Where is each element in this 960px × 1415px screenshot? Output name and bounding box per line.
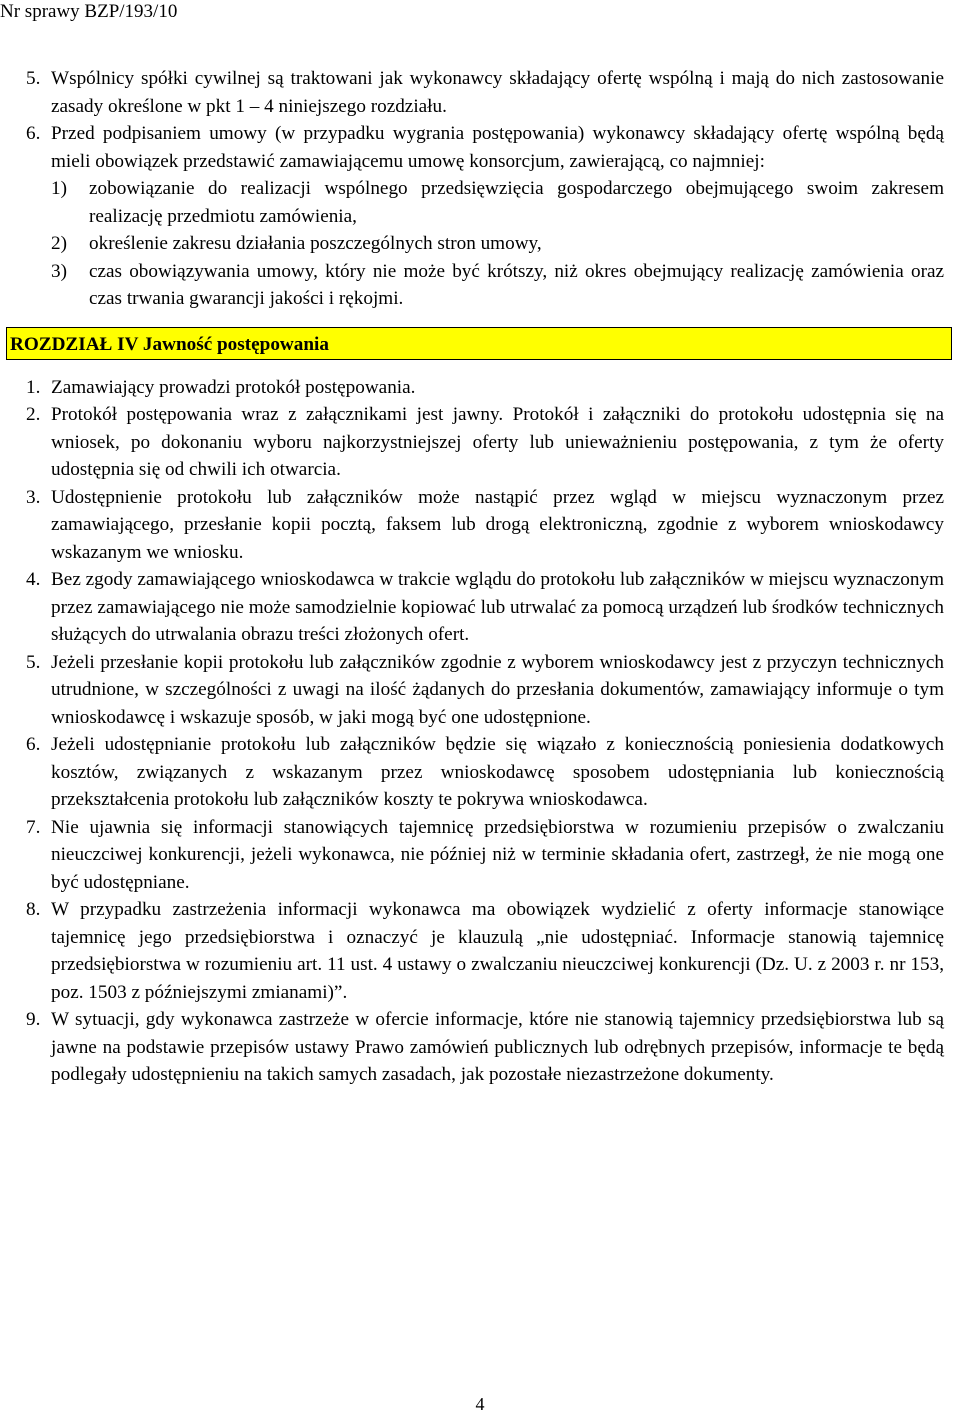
page-number: 4 [475, 1394, 485, 1414]
list-item [26, 1006, 944, 1089]
sub-item-number: 1) [51, 178, 67, 199]
item-number: 3. [26, 486, 41, 508]
item-number: 5. [26, 651, 41, 673]
item-text: W przypadku zastrzeżenia informacji wykonawca ma obowiązek wydzielić z oferty informacje stanowiące tajemnicę jego przedsiębiorstwa i oznaczyć je klauzulą „nie udostępniać. Informacje stanowią tajemnicę przedsiębiorstwa w rozumieniu art. 11 ust. 4 ustawy o zwalczaniu nieuczciwej konkurencji (Dz. U. z 2003 r. nr 153, poz. 1503 z późniejszymi zmianami)”. [51, 899, 944, 1003]
sub-list-item [51, 230, 944, 258]
item-number: 6. [26, 123, 41, 144]
list-item [26, 731, 944, 814]
list-item [26, 814, 944, 897]
item-number: 5. [26, 68, 41, 89]
sub-item-number: 3) [51, 260, 67, 282]
sub-item-text: zobowiązanie do realizacji wspólnego przedsięwzięcia gospodarczego obejmującego swoim zakresem realizację przedmiotu zamówienia, [89, 178, 944, 227]
page-body [10, 65, 944, 1089]
item-text [51, 120, 944, 313]
item-text: Zamawiający prowadzi protokół postępowania. [51, 376, 416, 398]
sub-item-text: czas obowiązywania umowy, który nie może być krótszy, niż okres obejmujący realizację zamówienia oraz czas trwania gwarancji jakości i rękojmi. [89, 260, 944, 309]
item-text: Protokół postępowania wraz z załącznikami jest jawny. Protokół i załączniki do protokołu udostępnia się na wniosek, po dokonaniu wyboru najkorzystniejszej oferty lub unieważnieniu postępowania, z tym że oferty udostępnia się od chwili ich otwarcia. [51, 404, 944, 480]
item-number: 8. [26, 899, 41, 920]
list-item [26, 484, 944, 567]
item-text: Jeżeli udostępnianie protokołu lub załączników będzie się wiązało z koniecznością poniesienia dodatkowych kosztów, związanych z wskazanym przez wnioskodawcę sposobem udostępniania lub koniecznością przekształcenia protokołu lub załączników koszty te pokrywa wnioskodawca. [51, 734, 944, 810]
document-header: Nr sprawy BZP/193/10 [0, 1, 178, 22]
list-item [26, 120, 944, 313]
list-item [26, 65, 944, 120]
item-number: 1. [26, 376, 41, 398]
item-text: Bez zgody zamawiającego wnioskodawca w trakcie wglądu do protokołu lub załączników w miejscu wyznaczonym przez zamawiającego nie może samodzielnie kopiować lub utrwalać za pomocą urządzeń lub środków technicznych służących do utrwalania obrazu treści złożonych ofert. [51, 569, 944, 645]
item-text: Wspólnicy spółki cywilnej są traktowani jak wykonawcy składający ofertę wspólną i mają do nich zastosowanie zasady określone w pkt 1 – 4 niniejszego rozdziału. [51, 68, 944, 117]
item-text: Nie ujawnia się informacji stanowiących tajemnicę przedsiębiorstwa w rozumieniu przepisów o zwalczaniu nieuczciwej konkurencji, jeżeli wykonawca, nie później niż w terminie składania ofert, zastrzegł, że nie mogą one być udostępniane. [51, 816, 944, 893]
list-item [26, 401, 944, 484]
item-text: W sytuacji, gdy wykonawca zastrzeże w ofercie informacje, które nie stanowią tajemnicy przedsiębiorstwa lub są jawne na podstawie przepisów ustawy Prawo zamówień publicznych lub odrębnych przepisów, informacje te będą podlegały udostępnieniu na takich samych zasadach, jak pozostałe niezastrzeżone dokumenty. [51, 1009, 944, 1085]
item-text: Udostępnienie protokołu lub załączników może nastąpić przez wgląd w miejscu wyznaczonym przez zamawiającego, przesłanie kopii pocztą, faksem lub drogą elektroniczną, zgodnie z wyborem wnioskodawcy wskazanym we wniosku. [51, 486, 944, 563]
item-number: 7. [26, 816, 41, 838]
item-number: 9. [26, 1009, 41, 1030]
item-number: 2. [26, 404, 41, 425]
item-text-intro: Przed podpisaniem umowy (w przypadku wygrania postępowania) wykonawcy składający ofertę wspólną będą mieli obowiązek przedstawić zamawiającemu umowę konsorcjum, zawierającą, co najmniej: [51, 123, 944, 172]
list-item [26, 374, 944, 402]
item-text: Jeżeli przesłanie kopii protokołu lub załączników zgodnie z wyborem wnioskodawcy jest z przyczyn technicznych utrudnione, w szczególności z uwagi na ilość żądanych do przesłania dokumentów, zamawiający informuje o tym wnioskodawcę i wskazuje sposób, w jaki mogą być one udostępnione. [51, 651, 944, 728]
list-item [26, 649, 944, 732]
sub-list-item [51, 258, 944, 313]
chapter-heading: ROZDZIAŁ IV Jawność postępowania [6, 327, 952, 360]
list-item [26, 896, 944, 1006]
sub-item-text: określenie zakresu działania poszczególnych stron umowy, [89, 233, 542, 254]
item-number: 4. [26, 569, 41, 590]
sub-item-number: 2) [51, 233, 67, 254]
list-item [26, 566, 944, 649]
item-number: 6. [26, 734, 41, 755]
sub-list-item [51, 175, 944, 230]
